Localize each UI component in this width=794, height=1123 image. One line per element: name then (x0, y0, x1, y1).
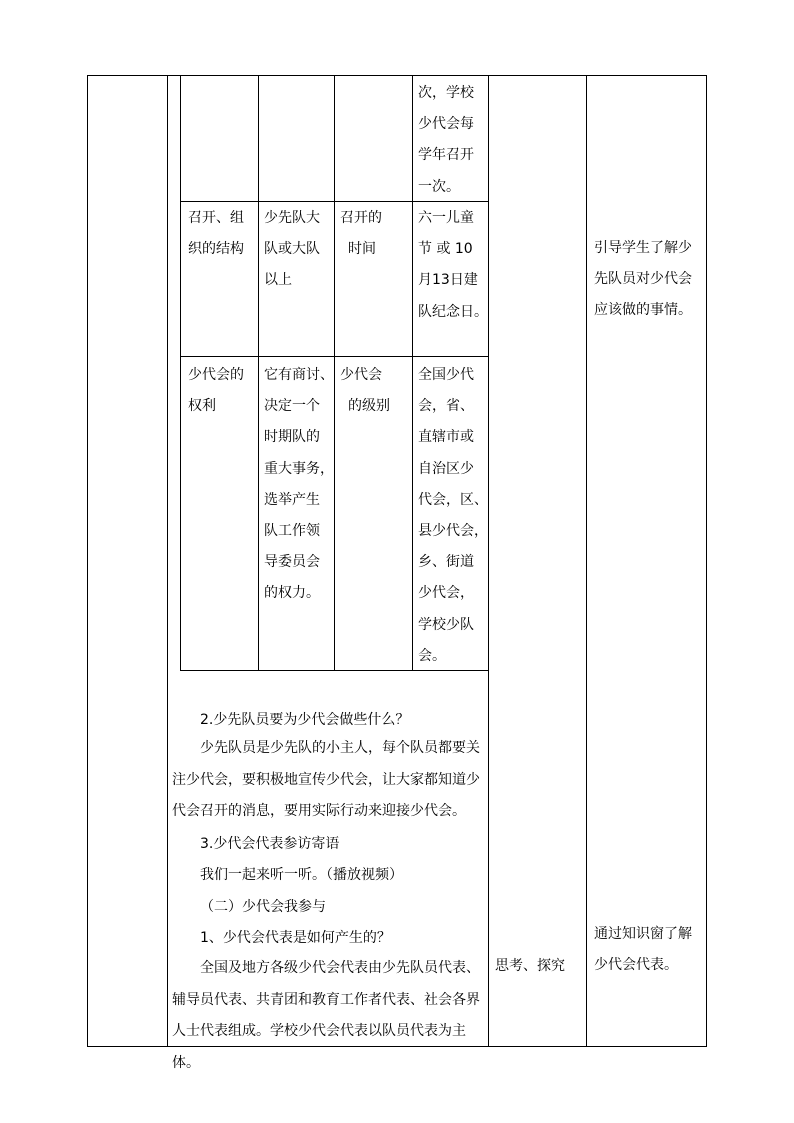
text-line: 权利 (188, 398, 216, 415)
text-line: 时期队的 (264, 429, 320, 446)
text-line: 直辖市或 (418, 429, 474, 446)
text-line: 决定一个 (264, 398, 320, 415)
text-line: 它有商讨、 (264, 367, 334, 383)
text-line: 全国及地方各级少代会代表由少先队员代表、 (200, 960, 480, 976)
outer-border-right (706, 75, 707, 1047)
text-line: 月13日建 (418, 272, 478, 289)
text-line: 少代会 (340, 367, 382, 383)
text-line: 少先队大 (264, 210, 320, 226)
inner-col-divider-1 (258, 75, 259, 671)
text-line: 召开、组 (188, 210, 244, 226)
text-line: 少代会的 (188, 367, 244, 383)
inner-row-time-col2 (264, 203, 332, 297)
text-line: 六一儿童 (418, 210, 474, 226)
outer-col-divider-2 (488, 75, 489, 1047)
outer-col-divider-1 (167, 75, 168, 1047)
outer-col-divider-3 (586, 75, 587, 1047)
inner-row-rights-col4 (418, 360, 488, 672)
question-2-answer (172, 733, 488, 828)
text-line: 的权力。 (264, 585, 320, 602)
text-line: 代会，区、 (418, 491, 488, 508)
text-line: 代会召开的消息，要用实际行动来迎接少代会。 (172, 803, 466, 820)
text-line: 学年召开 (418, 147, 474, 164)
text-line: 队工作领 (264, 523, 320, 540)
text-line: 次，学校 (418, 85, 474, 101)
text-line: 重大事务， (264, 460, 334, 477)
text-line: 时间 (348, 241, 376, 258)
inner-row-time-col4 (418, 203, 488, 328)
outer-border-left (87, 75, 88, 1047)
inner-row-rights-col2 (264, 360, 334, 610)
text-line: 人士代表组成。学校少代会代表以队员代表为主体。 (172, 1023, 466, 1071)
inner-row-rights-col3 (340, 360, 410, 422)
question-2: 2.少先队员要为少代会做些什么？ (200, 712, 410, 728)
text-line: 自治区少 (418, 460, 474, 477)
text-line: 县少代会， (418, 523, 488, 540)
intent-guide (594, 233, 704, 327)
inner-col-divider-3 (412, 75, 413, 671)
text-line: 队或大队 (264, 241, 320, 258)
text-line: 注少代会，要积极地宣传少代会，让大家都知道少 (172, 771, 480, 788)
question-3-answer: 我们一起来听一听。（播放视频） (200, 867, 403, 883)
text-line: 全国少代 (418, 367, 474, 383)
text-line: 辅导员代表、共青团和教育工作者代表、社会各界 (172, 991, 480, 1008)
text-line: 乡、街道 (418, 554, 474, 571)
section-2-question-1: 1、少代会代表是如何产生的？ (200, 930, 391, 946)
text-line: 应该做的事情。 (594, 302, 692, 319)
text-line: 少代会， (418, 585, 474, 602)
text-line: 先队员对少代会 (594, 271, 692, 288)
text-line: 以上 (264, 272, 292, 289)
text-line: 节 或 10 (418, 241, 473, 258)
activity-think-explore: 思考、探究 (495, 958, 565, 974)
text-line: 选举产生 (264, 491, 320, 508)
inner-border-left (180, 75, 181, 671)
text-line: 队纪念日。 (418, 303, 488, 320)
text-line: 导委员会 (264, 554, 320, 571)
text-line: 引导学生了解少 (594, 240, 692, 256)
text-line: 通过知识窗了解 (594, 926, 692, 942)
section-2-question-1-answer (172, 953, 488, 1079)
inner-col-divider-2 (334, 75, 335, 671)
text-line: 会，省、 (418, 398, 474, 415)
intent-knowledge (594, 919, 704, 981)
inner-row-top-col4 (418, 78, 484, 203)
text-line: 一次。 (418, 178, 460, 195)
text-line: 会。 (418, 647, 446, 664)
text-line: 少代会代表。 (594, 957, 678, 974)
question-3: 3.少代会代表参访寄语 (200, 836, 340, 852)
inner-row-rights-col1 (188, 360, 256, 422)
text-line: 织的结构 (188, 241, 244, 258)
inner-row-time-col3 (340, 203, 410, 265)
inner-row-divider-2 (180, 356, 488, 357)
text-line: 召开的 (340, 210, 382, 226)
text-line: 少代会每 (418, 116, 474, 133)
text-line: 的级别 (348, 398, 390, 415)
text-line: 学校少队 (418, 616, 474, 633)
text-line: 少先队员是少先队的小主人，每个队员都要关 (200, 740, 480, 756)
inner-row-time-col1 (188, 203, 256, 265)
section-2-heading: （二）少代会我参与 (200, 899, 326, 915)
